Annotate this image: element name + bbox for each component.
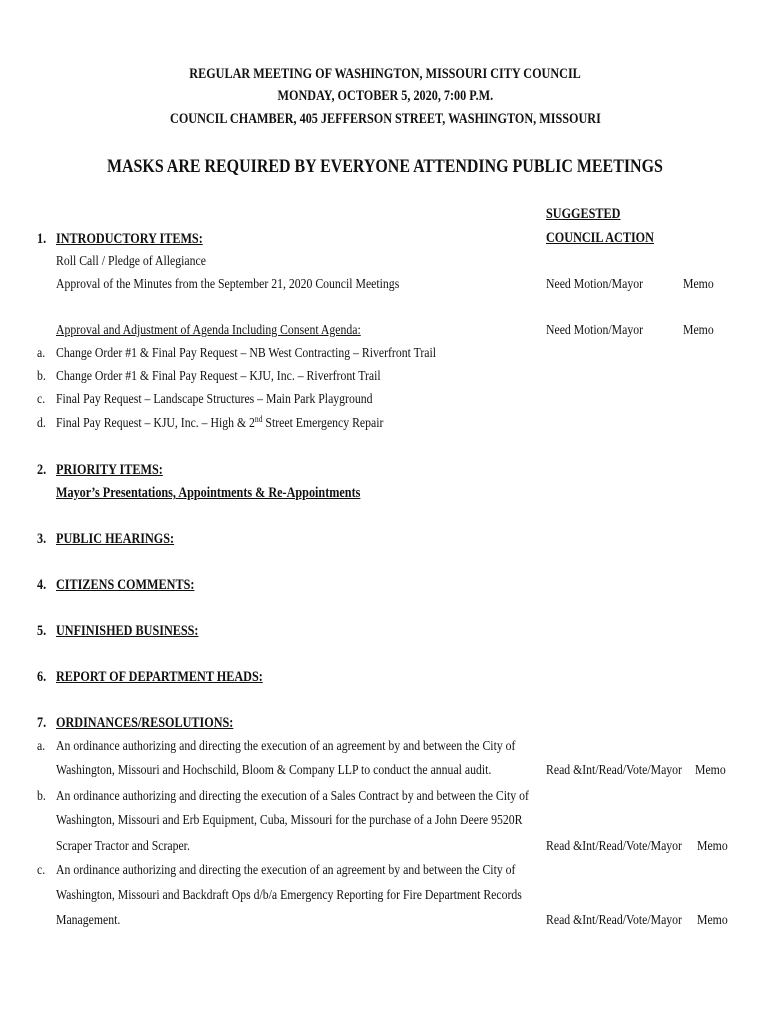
section-number: 3. bbox=[37, 531, 47, 547]
ordinance-memo: Memo bbox=[697, 839, 728, 854]
section-number: 6. bbox=[37, 669, 47, 685]
mask-notice: MASKS ARE REQUIRED BY EVERYONE ATTENDING PUBLIC MEETINGS bbox=[107, 156, 663, 177]
ordinance-letter: c. bbox=[37, 863, 46, 878]
ordinance-text-line: Washington, Missouri and Erb Equipment, Cuba, Missouri for the purchase of a John Deere 9520R bbox=[56, 813, 523, 828]
ordinance-text-line: Management. bbox=[56, 913, 121, 928]
agenda-action: Need Motion/Mayor bbox=[546, 323, 644, 338]
section-title-ordinances: ORDINANCES/RESOLUTIONS: bbox=[56, 715, 234, 731]
agenda-memo: Memo bbox=[683, 323, 714, 338]
section-number: 4. bbox=[37, 577, 47, 593]
consent-item-letter: a. bbox=[37, 346, 46, 361]
ordinance-text-line: An ordinance authorizing and directing the execution of an agreement by and between the City of bbox=[56, 863, 516, 878]
priority-subitem: Mayor’s Presentations, Appointments & Re-Appointments bbox=[56, 485, 361, 501]
minutes-memo: Memo bbox=[683, 277, 714, 292]
consent-item: Final Pay Request – Landscape Structures – Main Park Playground bbox=[56, 392, 373, 407]
ordinance-text-line: Washington, Missouri and Backdraft Ops d/b/a Emergency Reporting for Fire Department Records bbox=[56, 888, 522, 903]
ordinance-action: Read &Int/Read/Vote/Mayor bbox=[546, 763, 682, 778]
ordinance-letter: b. bbox=[37, 789, 46, 804]
ordinance-memo: Memo bbox=[697, 913, 728, 928]
section-title-public-hearings: PUBLIC HEARINGS: bbox=[56, 531, 175, 547]
meeting-title: REGULAR MEETING OF WASHINGTON, MISSOURI CITY COUNCIL bbox=[189, 66, 581, 82]
section-title-unfinished-business: UNFINISHED BUSINESS: bbox=[56, 623, 199, 639]
meeting-location: COUNCIL CHAMBER, 405 JEFFERSON STREET, WASHINGTON, MISSOURI bbox=[169, 111, 601, 127]
ordinance-text-line: Scraper Tractor and Scraper. bbox=[56, 839, 190, 854]
roll-call-item: Roll Call / Pledge of Allegiance bbox=[56, 254, 206, 269]
ordinance-text-line: An ordinance authorizing and directing the execution of a Sales Contract by and between the City of bbox=[56, 789, 529, 804]
consent-item: Change Order #1 & Final Pay Request – KJU, Inc. – Riverfront Trail bbox=[56, 369, 381, 384]
consent-item-letter: c. bbox=[37, 392, 46, 407]
section-number: 5. bbox=[37, 623, 47, 639]
section-title-citizens-comments: CITIZENS COMMENTS: bbox=[56, 577, 195, 593]
ordinance-text-line: An ordinance authorizing and directing the execution of an agreement by and between the City of bbox=[56, 739, 516, 754]
meeting-date: MONDAY, OCTOBER 5, 2020, 7:00 P.M. bbox=[277, 88, 493, 104]
ordinance-letter: a. bbox=[37, 739, 46, 754]
action-header-line1: SUGGESTED bbox=[546, 206, 621, 222]
consent-item-letter: b. bbox=[37, 369, 46, 384]
section-title-priority: PRIORITY ITEMS: bbox=[56, 462, 163, 478]
section-number: 1. bbox=[37, 231, 47, 247]
minutes-item: Approval of the Minutes from the September 21, 2020 Council Meetings bbox=[56, 277, 400, 292]
ordinance-action: Read &Int/Read/Vote/Mayor bbox=[546, 913, 682, 928]
minutes-action: Need Motion/Mayor bbox=[546, 277, 644, 292]
ordinance-action: Read &Int/Read/Vote/Mayor bbox=[546, 839, 682, 854]
consent-item: Change Order #1 & Final Pay Request – NB West Contracting – Riverfront Trail bbox=[56, 346, 437, 361]
section-title-department-heads: REPORT OF DEPARTMENT HEADS: bbox=[56, 669, 263, 685]
agenda-item: Approval and Adjustment of Agenda Including Consent Agenda: bbox=[56, 323, 361, 338]
ordinance-memo: Memo bbox=[695, 763, 726, 778]
section-number: 2. bbox=[37, 462, 47, 478]
consent-item-letter: d. bbox=[37, 416, 46, 431]
section-title-introductory: INTRODUCTORY ITEMS: bbox=[56, 231, 203, 247]
consent-item: Final Pay Request – KJU, Inc. – High & 2nd Street Emergency Repair bbox=[56, 414, 384, 431]
action-header-line2: COUNCIL ACTION bbox=[546, 230, 654, 246]
section-number: 7. bbox=[37, 715, 47, 731]
ordinance-text-line: Washington, Missouri and Hochschild, Bloom & Company LLP to conduct the annual audit. bbox=[56, 763, 492, 778]
